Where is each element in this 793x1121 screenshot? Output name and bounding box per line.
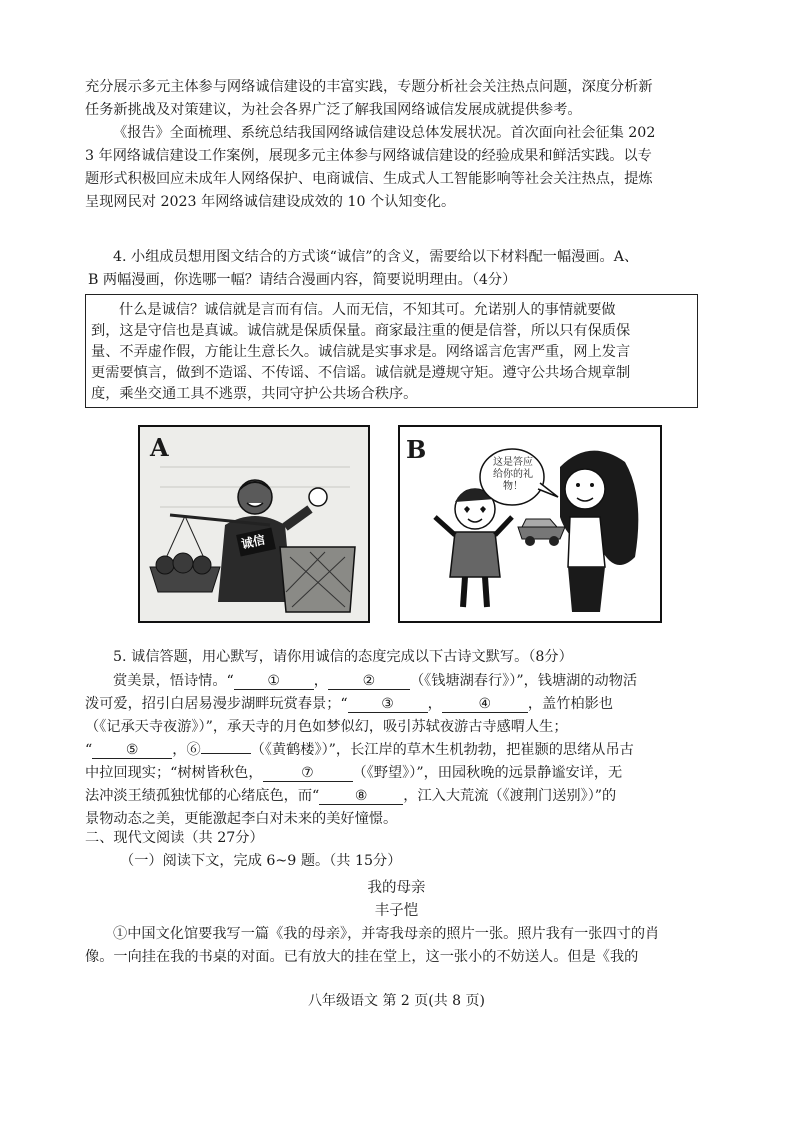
material-line-2: 到，这是守信也是真诚。诚信就是保质保量。商家最注重的便是信誉，所以只有保质保 bbox=[91, 323, 631, 339]
intro-line-6: 呈现网民对 2023 年网络诚信建设成效的 10 个认知变化。 bbox=[85, 194, 456, 210]
q4-line-2: B 两幅漫画，你选哪一幅？请结合漫画内容，简要说明理由。（4分） bbox=[88, 272, 517, 288]
q5-line-6: 法冲淡王绩孤独忧郁的心绪底色，而“ ⑧ ，江入大荒流（《渡荆门送别》）”的 bbox=[85, 788, 617, 804]
q4-line-1: 4. 小组成员想用图文结合的方式谈“诚信”的含义，需要给以下材料配一幅漫画。A、 bbox=[113, 249, 639, 265]
material-line-1: 什么是诚信？诚信就是言而有信。人而无信，不知其可。允诺别人的事情就要做 bbox=[119, 302, 616, 318]
q5-line-4: “ ⑤ ，⑥ （《黄鹤楼》）”，长江岸的草木生机勃勃，把崔颢的思绪从吊古 bbox=[85, 742, 634, 758]
intro-line-4: 3 年网络诚信建设工作案例，展现多元主体参与网络诚信建设的经验成果和鲜活实践。以专 bbox=[85, 148, 652, 164]
page-footer: 八年级语文 第 2 页(共 8 页) bbox=[308, 993, 485, 1009]
intro-line-1: 充分展示多元主体参与网络诚信建设的丰富实践，专题分析社会关注热点问题，深度分析新 bbox=[85, 79, 653, 95]
cartoon-a bbox=[138, 425, 370, 623]
blank-8[interactable]: ⑧ bbox=[319, 788, 403, 805]
cartoon-b-letter: B bbox=[406, 435, 427, 464]
blank-3[interactable]: ③ bbox=[348, 696, 428, 713]
section2-title: 二、现代文阅读（共 27分） bbox=[85, 830, 264, 846]
intro-line-3: 《报告》全面梳理、系统总结我国网络诚信建设总体发展状况。首次面向社会征集 202 bbox=[113, 125, 656, 141]
article-title: 我的母亲 bbox=[367, 880, 426, 896]
material-line-4: 更需要慎言，做到不造谣、不传谣、不信谣。诚信就是遵规守矩。遵守公共场合规章制 bbox=[91, 365, 631, 381]
cartoon-a-letter: A bbox=[150, 433, 169, 462]
cartoon-b bbox=[398, 425, 662, 623]
q5-line-2: 泼可爱，招引白居易漫步湖畔玩赏春景；“ ③ ， ④ ，盖竹柏影也 bbox=[85, 696, 613, 712]
q5-head: 5. 诚信答题，用心默写，请你用诚信的态度完成以下古诗文默写。（8分） bbox=[113, 649, 573, 665]
article-p1-line-1: ①中国文化馆要我写一篇《我的母亲》，并寄我母亲的照片一张。照片我有一张四寸的肖 bbox=[113, 926, 660, 942]
material-line-3: 量、不弄虚作假，方能让生意长久。诚信就是实事求是。网络谣言危害严重，网上发言 bbox=[91, 344, 631, 360]
blank-7[interactable]: ⑦ bbox=[263, 765, 353, 782]
cartoon-b-bubble: 这是答应给你的礼物！ bbox=[493, 457, 533, 492]
q5-line-5: 中拉回现实；“树树皆秋色， ⑦ （《野望》）”，田园秋晚的远景静谧安详，无 bbox=[85, 765, 623, 781]
q5-line-7: 景物动态之美，更能激起李白对未来的美好憧憬。 bbox=[85, 811, 398, 827]
intro-line-5: 题形式积极回应未成年人网络保护、电商诚信、生成式人工智能影响等社会关注热点，提炼 bbox=[85, 171, 653, 187]
blank-4[interactable]: ④ bbox=[442, 696, 528, 713]
article-author: 丰子恺 bbox=[374, 903, 419, 919]
blank-2[interactable]: ② bbox=[328, 673, 410, 690]
blank-6[interactable] bbox=[201, 753, 251, 754]
material-line-5: 度，乘坐交通工具不逃票，共同守护公共场合秩序。 bbox=[91, 386, 418, 402]
article-p1-line-2: 像。一向挂在我的书桌的对面。已有放大的挂在堂上，这一张小的不妨送人。但是《我的 bbox=[85, 949, 639, 965]
section2-sub: （一）阅读下文，完成 6~9 题。（共 15分） bbox=[120, 853, 402, 869]
q5-line-3: （《记承天寺夜游》）”，承天寺的月色如梦似幻，吸引苏轼夜游古寺感喟人生； bbox=[85, 719, 568, 735]
cartoon-a-scale-label: 诚信 bbox=[239, 532, 267, 552]
cartoon-a-drawing bbox=[140, 427, 368, 621]
blank-1[interactable]: ① bbox=[234, 673, 314, 690]
intro-line-2: 任务新挑战及对策建议，为社会各界广泛了解我国网络诚信发展成就提供参考。 bbox=[85, 102, 582, 118]
q5-line-1: 赏美景，悟诗情。“ ① ， ② （《钱塘湖春行》）”，钱塘湖的动物活 bbox=[113, 673, 638, 689]
blank-5[interactable]: ⑤ bbox=[92, 742, 172, 759]
